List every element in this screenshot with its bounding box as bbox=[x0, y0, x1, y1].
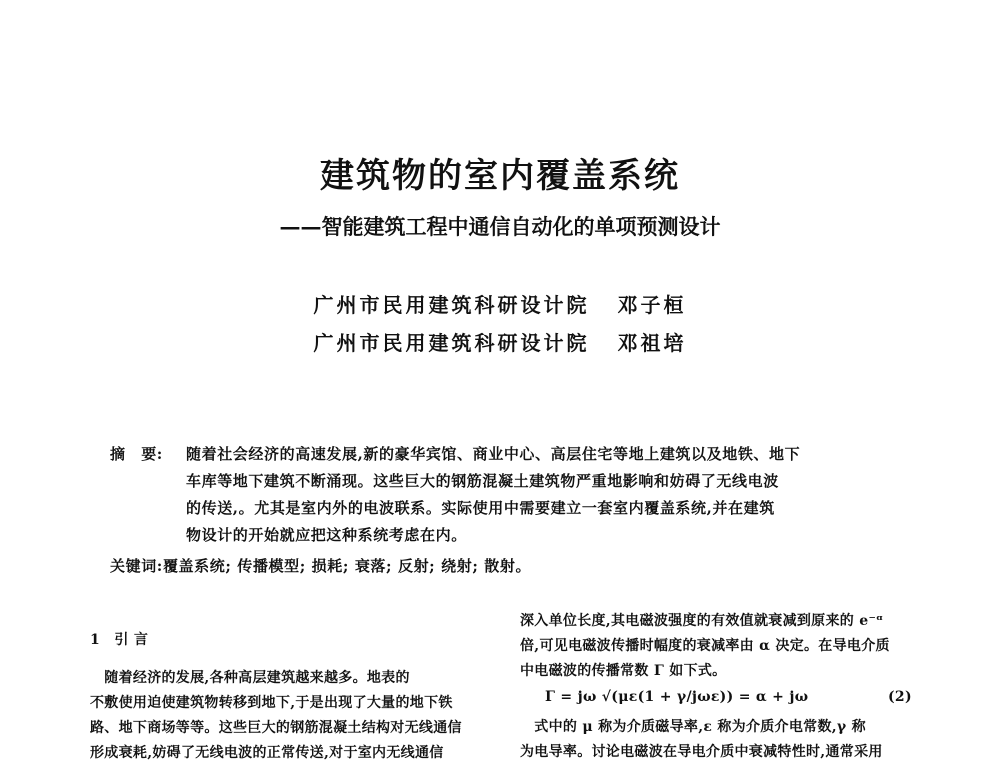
paper-title: 建筑物的室内覆盖系统 bbox=[320, 156, 680, 196]
equation: Γ = jω √(με(1 + γ/jωε)) = α + jω bbox=[545, 689, 809, 705]
body-line: 深入单位长度,其电磁波强度的有效值就衰减到原来的 e⁻ᵅ bbox=[520, 613, 884, 629]
author-affiliation: 广州市民用建筑科研设计院 bbox=[313, 331, 590, 355]
body-line: 形成衰耗,妨碍了无线电波的正常传送,对于室内无线通信 bbox=[90, 745, 444, 761]
body-line: 为电导率。讨论电磁波在导电介质中衰减特性时,通常采用 bbox=[520, 744, 883, 760]
paper-subtitle: ——智能建筑工程中通信自动化的单项预测设计 bbox=[279, 214, 721, 239]
abstract-text: 随着社会经济的高速发展,新的豪华宾馆、商业中心、高层住宅等地上建筑以及地铁、地下 bbox=[186, 445, 801, 463]
abstract-line: 的传送,。尤其是室内外的电波联系。实际使用中需要建立一套室内覆盖系统,并在建筑 bbox=[186, 499, 775, 517]
section-heading: 1 引 言 bbox=[90, 632, 149, 648]
body-line: 中电磁波的传播常数 Γ 如下式。 bbox=[520, 663, 727, 679]
author-line bbox=[0, 327, 1000, 356]
body-line: 式中的 μ 称为介质磁导率,ε 称为介质介电常数,γ 称 bbox=[520, 719, 866, 735]
author-affiliation: 广州市民用建筑科研设计院 bbox=[313, 293, 590, 317]
equation-number: (2) bbox=[888, 689, 912, 705]
abstract-line bbox=[110, 443, 800, 464]
keywords-text: 覆盖系统; 传播模型; 损耗; 衰落; 反射; 绕射; 散射。 bbox=[162, 557, 532, 575]
author-name: 邓子桓 bbox=[617, 293, 687, 317]
author-line bbox=[0, 289, 1000, 318]
body-line: 倍,可见电磁波传播时幅度的衰减率由 α 决定。在导电介质 bbox=[520, 638, 890, 654]
keywords-label: 关键词: bbox=[110, 557, 163, 575]
body-line: 路、地下商场等等。这些巨大的钢筋混凝土结构对无线通信 bbox=[90, 720, 462, 736]
body-line: 随着经济的发展,各种高层建筑越来越多。地表的 bbox=[90, 670, 410, 686]
abstract-line: 车库等地下建筑不断涌现。这些巨大的钢筋混凝土建筑物严重地影响和妨碍了无线电波 bbox=[186, 472, 779, 490]
abstract-label: 摘 要: bbox=[110, 445, 163, 463]
author-name: 邓祖培 bbox=[617, 331, 687, 355]
body-line: 不敷使用迫使建筑物转移到地下,于是出现了大量的地下铁 bbox=[90, 695, 453, 711]
abstract-line: 物设计的开始就应把这种系统考虑在内。 bbox=[186, 526, 467, 544]
keywords-line bbox=[110, 555, 531, 576]
